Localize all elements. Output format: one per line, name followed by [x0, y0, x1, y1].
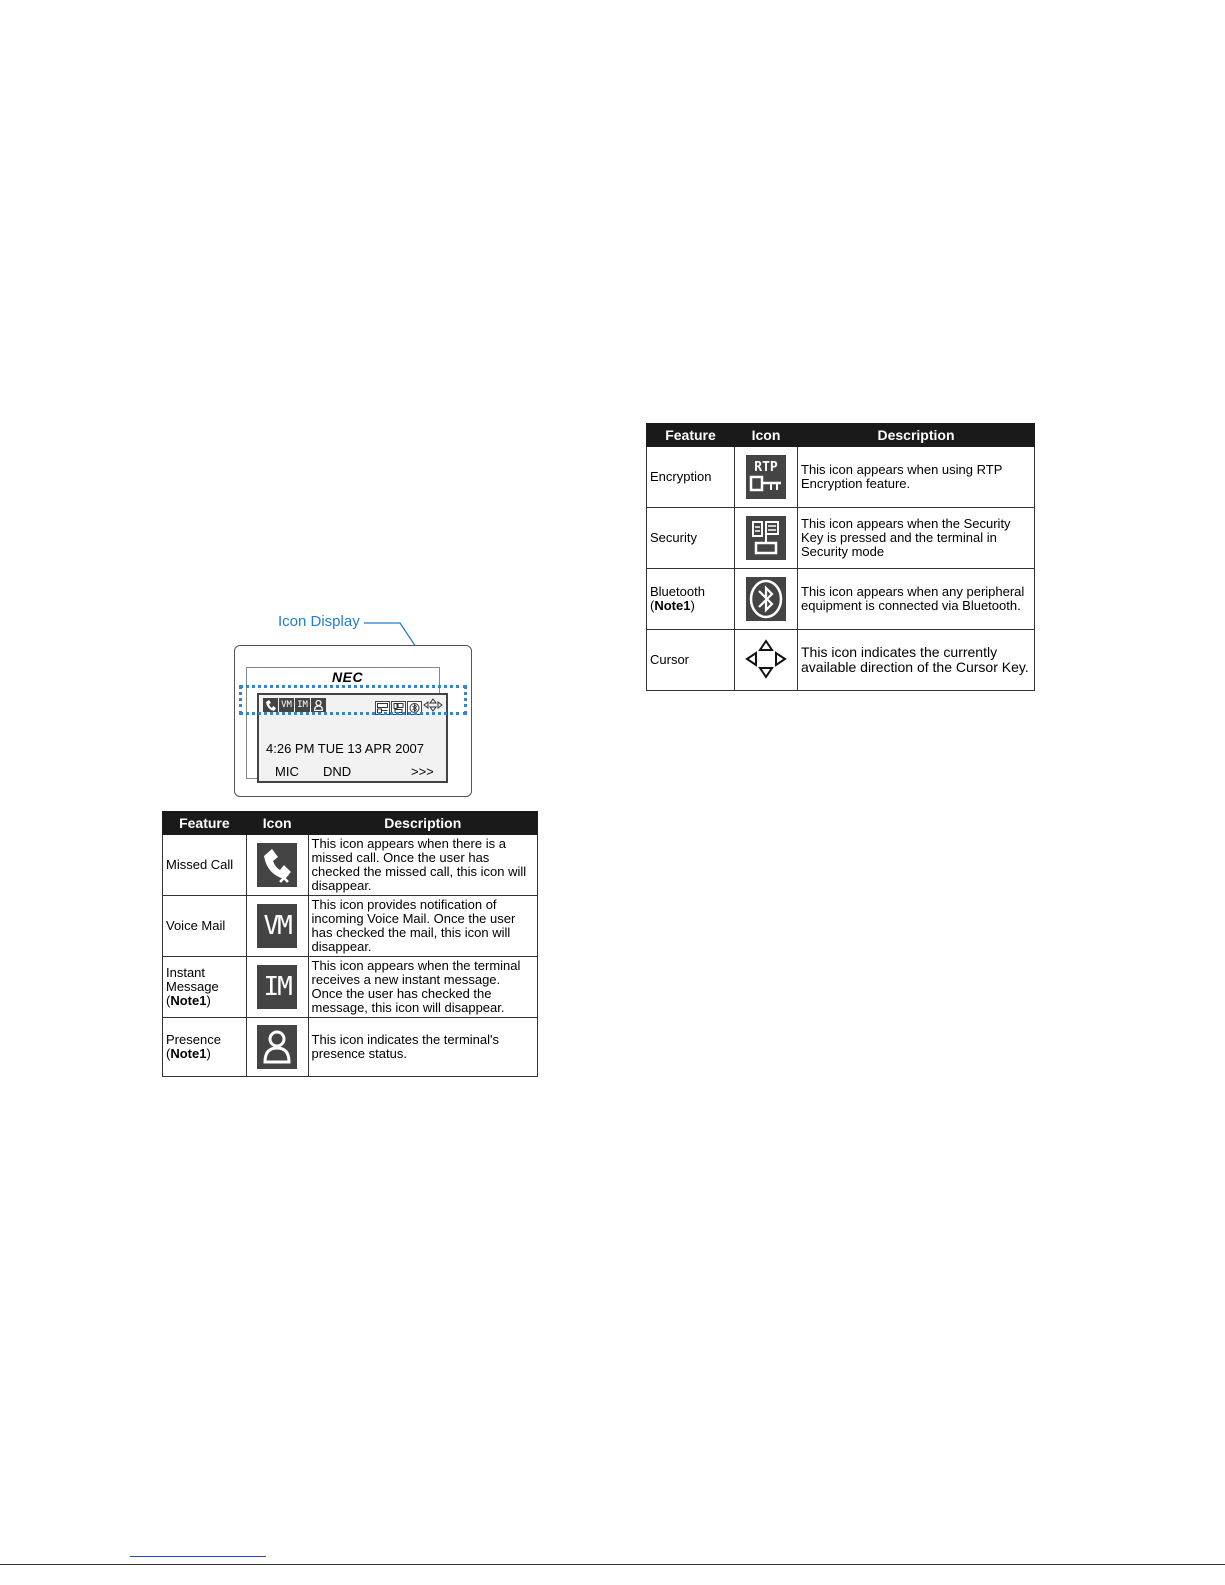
feature-cell — [647, 630, 735, 691]
feature-name: Security — [650, 530, 697, 545]
header-description: Description — [308, 812, 537, 835]
feature-cell — [647, 508, 735, 569]
description-cell: This icon appears when the terminal receives a new instant message. Once the user has checked the message, this icon will disappear. — [308, 957, 537, 1018]
feature-name: Encryption — [650, 469, 712, 484]
table-row — [163, 835, 538, 896]
footer-link-underline[interactable] — [130, 1556, 266, 1557]
cursor-icon — [744, 638, 788, 683]
icon-cell — [246, 1018, 308, 1077]
instant-message-icon: IM — [257, 965, 297, 1009]
encryption-icon — [746, 455, 786, 499]
table-row — [647, 569, 1035, 630]
icon-cell — [246, 896, 308, 957]
icon-display-highlight — [239, 685, 467, 715]
softkey-dnd[interactable]: DND — [323, 764, 352, 779]
instant-message-mini-icon: IM — [295, 698, 310, 712]
description-cell: This icon indicates the currently available direction of the Cursor Key. — [798, 630, 1035, 691]
feature-cell: Instant Message (Note1) — [163, 957, 247, 1018]
icon-cell — [246, 835, 308, 896]
icon-cell — [735, 569, 798, 630]
description-cell: This icon indicates the terminal's presence status. — [308, 1018, 537, 1077]
description-cell: This icon appears when using RTP Encryption feature. — [798, 447, 1035, 508]
presence-icon — [257, 1025, 297, 1069]
description-cell: This icon appears when the Security Key is pressed and the terminal in Security mode — [798, 508, 1035, 569]
table-row — [163, 896, 538, 957]
icon-cell — [735, 508, 798, 569]
icon-table-left — [162, 811, 538, 1077]
header-feature: Feature — [647, 424, 735, 447]
feature-cell: Bluetooth (Note1) — [647, 569, 735, 630]
header-icon: Icon — [246, 812, 308, 835]
header-feature: Feature — [163, 812, 247, 835]
feature-name: Missed Call — [166, 857, 234, 872]
feature-name: Cursor — [650, 652, 690, 667]
table-row — [163, 957, 538, 1018]
brand-logo: NEC — [332, 669, 364, 685]
security-icon — [746, 516, 786, 560]
softkey-more[interactable]: >>> — [411, 764, 434, 779]
feature-note: Note1 — [170, 993, 207, 1008]
feature-cell — [647, 447, 735, 508]
icon-cell — [246, 957, 308, 1018]
table-header-row — [647, 424, 1035, 447]
icon-cell — [735, 447, 798, 508]
description-cell: This icon appears when there is a missed call. Once the user has checked the missed call, this icon will disappear. — [308, 835, 537, 896]
feature-note: Note1 — [170, 1046, 207, 1061]
feature-name: Presence — [166, 1032, 221, 1047]
table-row — [647, 447, 1035, 508]
voice-mail-icon: VM — [257, 904, 297, 948]
table-header-row — [163, 812, 538, 835]
feature-cell — [163, 835, 247, 896]
feature-cell — [163, 896, 247, 957]
description-cell: This icon provides notification of incoming Voice Mail. Once the user has checked the mail, this icon will disappear. — [308, 896, 537, 957]
table-row — [163, 1018, 538, 1077]
softkey-mic[interactable]: MIC — [275, 764, 299, 779]
feature-name: Bluetooth — [650, 584, 705, 599]
feature-name: Instant Message — [166, 965, 219, 994]
table-row — [647, 630, 1035, 691]
feature-cell: Presence (Note1) — [163, 1018, 247, 1077]
icon-cell — [735, 630, 798, 691]
lcd-date-line: 4:26 PM TUE 13 APR 2007 — [266, 741, 425, 756]
voice-mail-mini-icon: VM — [279, 698, 294, 712]
description-cell: This icon appears when any peripheral equipment is connected via Bluetooth. — [798, 569, 1035, 630]
feature-name: Voice Mail — [166, 918, 226, 933]
bluetooth-icon — [746, 577, 786, 621]
header-icon: Icon — [735, 424, 798, 447]
encryption-icon-label: RTP — [754, 460, 778, 475]
callout-label: Icon Display — [278, 613, 360, 630]
footer-rule — [0, 1564, 1225, 1565]
feature-note: Note1 — [654, 598, 691, 613]
icon-table-right — [646, 423, 1035, 691]
table-row — [647, 508, 1035, 569]
icon-display-figure — [224, 605, 554, 803]
header-description: Description — [798, 424, 1035, 447]
missed-call-icon — [257, 843, 297, 887]
